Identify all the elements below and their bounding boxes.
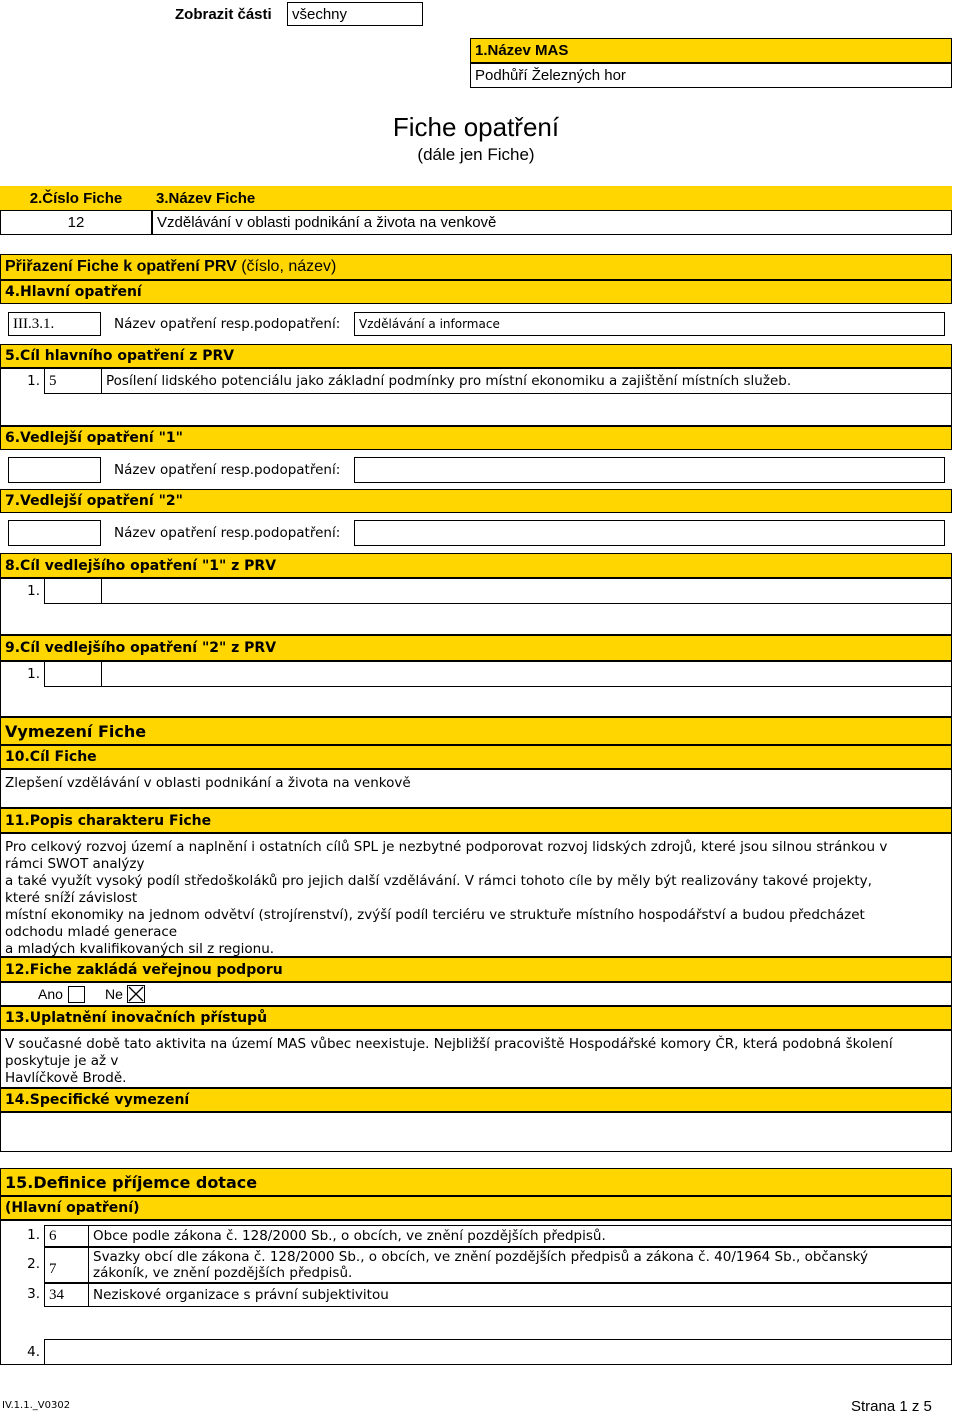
recipient-sub: (Hlavní opatření) bbox=[0, 1196, 952, 1220]
main-measure-code: III.3.1. bbox=[8, 312, 101, 336]
innovation-line: V současné době tato aktivita na území MAS vůbec neexistuje. Nejbližší pracoviště Hospodářské komory ČR, která podobná školení bbox=[5, 1036, 893, 1052]
recipient-header: 15.Definice příjemce dotace bbox=[0, 1168, 952, 1196]
description-line: odchodu mladé generace bbox=[5, 924, 178, 940]
footer-code: IV.1.1._V0302 bbox=[2, 1400, 71, 1411]
goal-main-index: 1. bbox=[27, 373, 40, 389]
goal-side2-label: 9.Cíl vedlejšího opatření "2" z PRV bbox=[0, 635, 952, 661]
recipient-index: 3. bbox=[27, 1286, 40, 1302]
side1-label: 6.Vedlejší opatření "1" bbox=[0, 426, 952, 450]
main-measure-name: Vzdělávání a informace bbox=[354, 312, 945, 336]
check-x-icon bbox=[128, 986, 144, 1002]
fiche-name: Vzdělávání v oblasti podnikání a života na venkově bbox=[152, 210, 952, 235]
recipient-number: 6 bbox=[44, 1225, 89, 1247]
specific-label: 14.Specifické vymezení bbox=[0, 1088, 952, 1112]
recipient-index: 1. bbox=[27, 1227, 40, 1243]
description-line: místní ekonomiky na jednom odvětví (strojírenství), zvýší podíl terciéru ve struktuře místního hospodářství a budou předcházet bbox=[5, 907, 865, 923]
fiche-number: 12 bbox=[0, 210, 152, 235]
goal-side1-text bbox=[101, 578, 952, 604]
main-measure-name-label: Název opatření resp.podopatření: bbox=[114, 316, 341, 332]
recipient-text-line: Svazky obcí dle zákona č. 128/2000 Sb., o obcích, ve znění pozdějších předpisů a zákona č. 40/1964 Sb., občanský bbox=[93, 1249, 869, 1265]
innovation-text bbox=[0, 1030, 952, 1088]
assign-header-rest: (číslo, název) bbox=[236, 258, 337, 275]
innovation-label: 13.Uplatnění inovačních přístupů bbox=[0, 1006, 952, 1030]
public-support-label: 12.Fiche zakládá veřejnou podporu bbox=[0, 957, 952, 982]
recipient-index: 4. bbox=[27, 1344, 40, 1360]
footer-page: Strana 1 z 5 bbox=[851, 1398, 932, 1415]
specific-text bbox=[0, 1112, 952, 1152]
side2-name bbox=[354, 520, 945, 546]
definition-header: Vymezení Fiche bbox=[0, 717, 952, 745]
goal-side2-text bbox=[101, 661, 952, 687]
recipient-spacer bbox=[0, 1308, 952, 1338]
description-line: Pro celkový rozvoj území a naplnění i ostatních cílů SPL je nezbytné podporovat rozvoj lidských zdrojů, které jsou silnou stránkou v bbox=[5, 839, 888, 855]
mas-label: 1.Název MAS bbox=[470, 38, 952, 63]
assign-header bbox=[0, 254, 952, 280]
goal-main-number: 5 bbox=[44, 368, 102, 394]
goal-side1-number bbox=[44, 578, 102, 604]
fiche-number-label: 2.Číslo Fiche bbox=[0, 186, 152, 210]
side2-label: 7.Vedlejší opatření "2" bbox=[0, 489, 952, 513]
side2-code bbox=[8, 520, 101, 546]
description-line: a mladých kvalifikovaných sil z regionu. bbox=[5, 941, 275, 957]
recipient-text-line: zákoník, ve znění pozdějších předpisů. bbox=[93, 1265, 353, 1281]
description-label: 11.Popis charakteru Fiche bbox=[0, 808, 952, 833]
description-line: rámci SWOT analýzy bbox=[5, 856, 145, 872]
goal-main-text: Posílení lidského potenciálu jako základní podmínky pro místní ekonomiku a zajištění místních služeb. bbox=[101, 368, 952, 394]
innovation-line: Havlíčkově Brodě. bbox=[5, 1070, 127, 1086]
assign-header-bold: Přiřazení Fiche k opatření PRV bbox=[5, 258, 237, 275]
recipient-number: 34 bbox=[44, 1283, 89, 1307]
goal-side1-label: 8.Cíl vedlejšího opatření "1" z PRV bbox=[0, 553, 952, 578]
main-measure-label: 4.Hlavní opatření bbox=[0, 280, 952, 304]
fiche-name-label: 3.Název Fiche bbox=[152, 186, 952, 210]
side1-name-label: Název opatření resp.podopatření: bbox=[114, 462, 341, 478]
recipient-number: 7 bbox=[44, 1247, 89, 1283]
description-line: které sníží závislost bbox=[5, 890, 138, 906]
page-title: Fiche opatření bbox=[392, 112, 560, 142]
recipient-text: Neziskové organizace s právní subjektivitou bbox=[88, 1283, 952, 1307]
public-support-yes-checkbox[interactable] bbox=[68, 986, 85, 1003]
side1-code bbox=[8, 457, 101, 483]
filter-select[interactable]: všechny bbox=[287, 2, 423, 26]
goal-side2-index: 1. bbox=[27, 666, 40, 682]
goal-side2-number bbox=[44, 661, 102, 687]
goal-main-label: 5.Cíl hlavního opatření z PRV bbox=[0, 344, 952, 368]
side1-name bbox=[354, 457, 945, 483]
recipient-text bbox=[88, 1247, 952, 1283]
fiche-goal-label: 10.Cíl Fiche bbox=[0, 745, 952, 769]
fiche-goal-text: Zlepšení vzdělávání v oblasti podnikání a života na venkově bbox=[0, 769, 952, 808]
goal-side1-index: 1. bbox=[27, 583, 40, 599]
public-support-no-label: Ne bbox=[105, 986, 123, 1002]
recipient-text bbox=[44, 1339, 952, 1365]
innovation-line: poskytuje je až v bbox=[5, 1053, 119, 1069]
page-subtitle: (dále jen Fiche) bbox=[417, 145, 535, 164]
recipient-text: Obce podle zákona č. 128/2000 Sb., o obcích, ve znění pozdějších předpisů. bbox=[88, 1225, 952, 1247]
public-support-yes-label: Ano bbox=[38, 986, 63, 1002]
public-support-no-checkbox[interactable] bbox=[127, 985, 145, 1003]
description-line: a také využít vysoký podíl středoškoláků pro jejich další vzdělávání. V rámci tohoto cíle by měly být realizovány takové projekty, bbox=[5, 873, 872, 889]
mas-name: Podhůří Železných hor bbox=[470, 63, 952, 88]
side2-name-label: Název opatření resp.podopatření: bbox=[114, 525, 341, 541]
recipient-index: 2. bbox=[27, 1256, 40, 1272]
description-text bbox=[0, 833, 952, 957]
filter-label: Zobrazit části bbox=[175, 6, 272, 23]
